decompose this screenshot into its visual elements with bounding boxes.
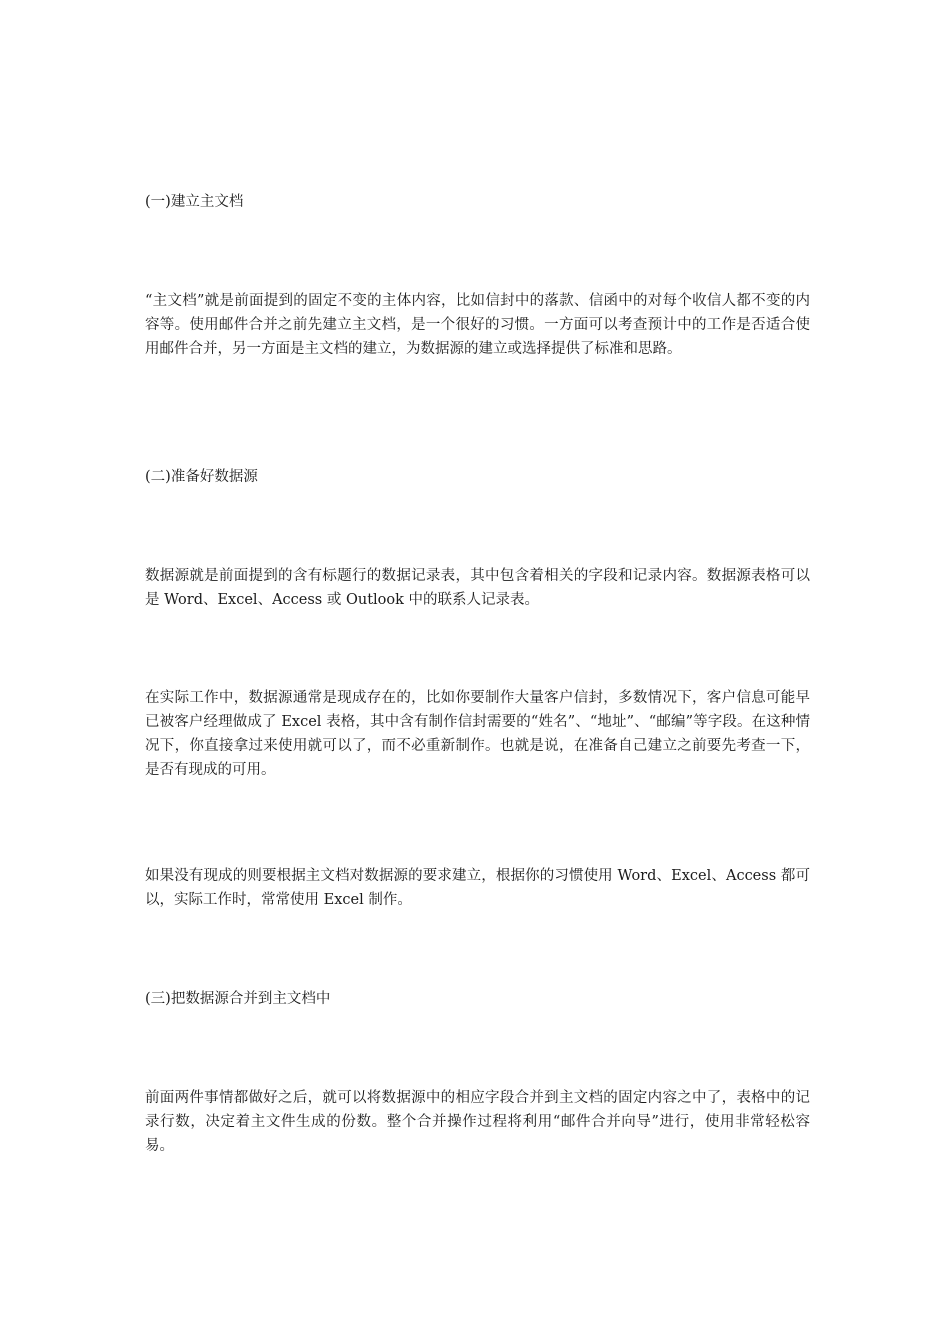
paragraph-data-source-create: 如果没有现成的则要根据主文档对数据源的要求建立，根据你的习惯使用 Word、Excel、Access 都可以，实际工作时，常常使用 Excel 制作。 <box>145 868 810 908</box>
paragraph-data-source-existing: 在实际工作中，数据源通常是现成存在的，比如你要制作大量客户信封，多数情况下，客户信息可能早已被客户经理做成了 Excel 表格，其中含有制作信封需要的“姓名”、“地址”、“邮编”等字段。在这种情况下，你直接拿过来使用就可以了，而不必重新制作。也就是说，在准备自己建立之前要先考查一下，是否有现成的可用。 <box>145 690 810 778</box>
paragraph-data-source-definition: 数据源就是前面提到的含有标题行的数据记录表，其中包含着相关的字段和记录内容。数据源表格可以是 Word、Excel、Access 或 Outlook 中的联系人记录表。 <box>145 568 810 608</box>
section-heading-3: (三)把数据源合并到主文档中 <box>145 991 331 1007</box>
section-heading-2: (二)准备好数据源 <box>145 469 258 485</box>
paragraph-merge: 前面两件事情都做好之后，就可以将数据源中的相应字段合并到主文档的固定内容之中了，表格中的记录行数，决定着主文件生成的份数。整个合并操作过程将利用“邮件合并向导”进行，使用非常轻松容易。 <box>145 1090 810 1154</box>
paragraph-main-document: “主文档”就是前面提到的固定不变的主体内容，比如信封中的落款、信函中的对每个收信人都不变的内容等。使用邮件合并之前先建立主文档，是一个很好的习惯。一方面可以考查预计中的工作是否适合使用邮件合并，另一方面是主文档的建立，为数据源的建立或选择提供了标准和思路。 <box>145 293 810 357</box>
section-heading-1: (一)建立主文档 <box>145 194 244 210</box>
